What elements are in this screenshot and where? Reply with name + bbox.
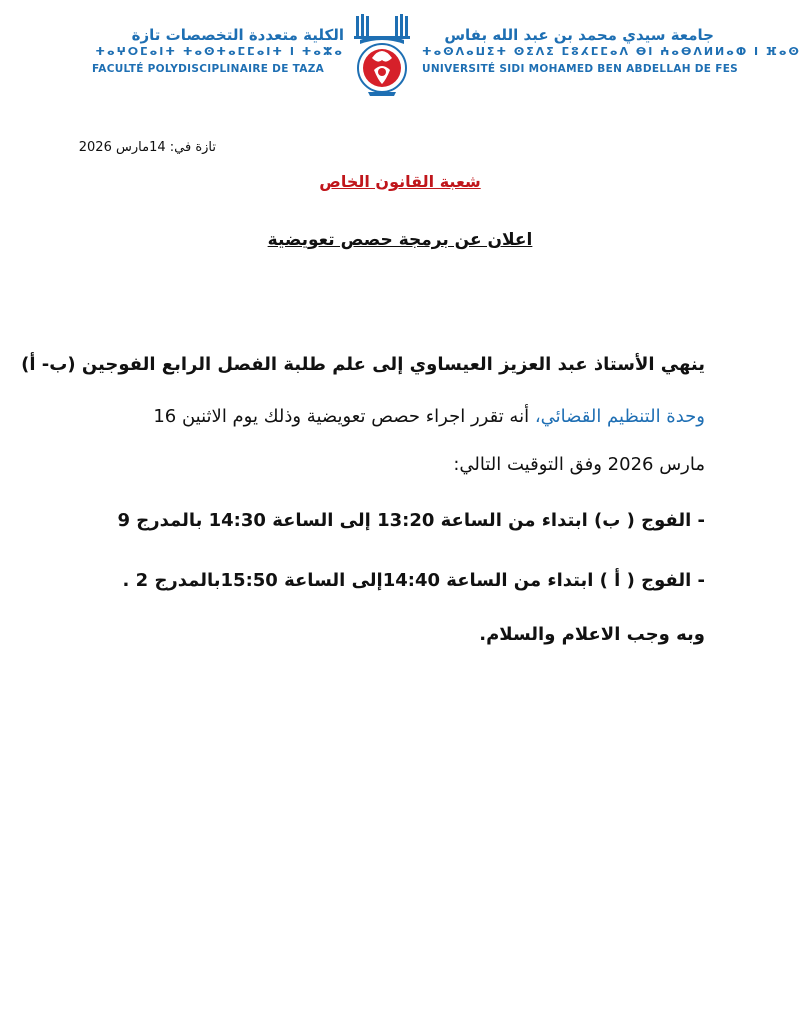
body-line-1: ينهي الأستاذ عبد العزيز العيساوي إلى علم طلبة الفصل الرابع الفوجين (ب- أ) [21,354,705,375]
department-title: شعبة القانون الخاص [319,172,481,191]
faculty-name-french: FACULTÉ POLYDISCIPLINAIRE DE TAZA [92,63,325,75]
university-name-arabic: جامعة سيدي محمد بن عبد الله بفاس [444,26,714,44]
announcement-title: اعلان عن برمجة حصص تعويضية [267,230,533,250]
university-name-tifinagh: ⵜⴰⵙⴷⴰⵡⵉⵜ ⵙⵉⴷⵉ ⵎⵓⵃⵎⵎⴰⴷ ⴱⵏ ⵄⴰⴱⴷⵍⵍⴰⵀ ⵏ ⴼⴰⵙ [422,45,801,58]
faculty-block [92,26,344,76]
announcement-heading [200,230,600,250]
department-heading [200,172,600,191]
university-name-french: UNIVERSITÉ SIDI MOHAMED BEN ABDELLAH DE FES [422,63,739,75]
closing-line: وبه وجب الاعلام والسلام. [479,624,705,645]
faculty-name-arabic: الكلية متعددة التخصصات تازة [131,26,344,44]
schedule-group-b: - الفوج ( ب) ابتداء من الساعة 13:20 إلى الساعة 14:30 بالمدرج 9 [117,510,705,531]
body-line-2 [80,406,705,427]
date-line: تازة في: 14مارس 2026 [78,140,216,155]
university-block [422,26,801,76]
letterhead [0,0,799,110]
university-emblem [350,14,414,98]
faculty-name-tifinagh: ⵜⴰⵖⵔⵎⴰⵏⵜ ⵜⴰⵙⵜⴰⵎⵎⴰⵏⵜ ⵏ ⵜⴰⵣⴰ [95,45,344,58]
body-line-3: مارس 2026 وفق التوقيت التالي: [453,454,705,475]
schedule-group-a: - الفوج ( أ ) ابتداء من الساعة 14:40إلى الساعة 15:50بالمدرج 2 . [122,570,705,591]
course-unit-name: وحدة التنظيم القضائي، [534,406,705,427]
body-line-2-text: أنه تقرر اجراء حصص تعويضية وذلك يوم الاثنين 16 [153,406,535,427]
